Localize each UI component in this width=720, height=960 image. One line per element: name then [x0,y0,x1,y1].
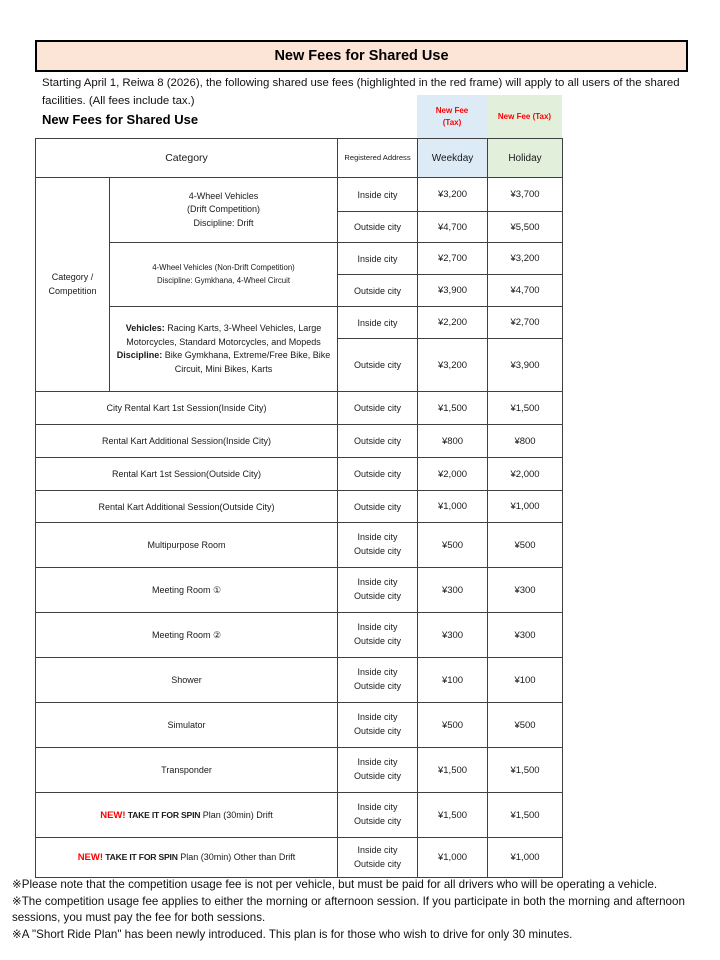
table-row [36,793,563,838]
row-label: Transponder [36,748,338,793]
table-header-row [36,139,563,178]
vehicles-label: Vehicles: [125,323,165,333]
holiday-new-fee-flag [487,95,562,138]
address-line: Inside city [357,844,398,855]
address-line: Outside city [354,858,402,869]
weekday-fee-cell: ¥500 [418,703,488,748]
footnotes [12,877,713,943]
address-cell: Outside city [338,392,418,425]
table-row [36,425,563,458]
address-line: Outside city [354,546,402,556]
competition-block-drift [110,178,338,243]
weekday-fee-cell: ¥100 [418,658,488,703]
weekday-new-fee-flag-line2: (Tax) [442,117,462,127]
row-label-new-plan [36,793,338,838]
address-line: Outside city [354,816,402,826]
address-cell [338,793,418,838]
weekday-fee-cell: ¥2,200 [418,307,488,339]
header-category: Category [36,139,338,178]
category-group-cell: Category / Competition [36,178,110,392]
row-label: Rental Kart Additional Session(Outside City) [36,491,338,523]
holiday-fee-cell: ¥1,500 [488,793,563,838]
row-label: Rental Kart Additional Session(Inside City) [36,425,338,458]
row-label-new-plan [36,838,338,878]
header-registered-address: Registered Address [338,139,418,178]
intro-paragraph: Starting April 1, Reiwa 8 (2026), the following shared use fees (highlighted in the red frame) will apply to all users of the shared facilities. (All fees include tax.) [42,77,680,108]
address-line: Inside city [357,757,398,768]
address-cell: Outside city [338,339,418,392]
vehicles-text: Racing Karts, 3-Wheel Vehicles, Large Motorcycles, Standard Motorcycles, and Mopeds [126,323,322,347]
address-line: Inside city [357,667,398,678]
address-line: Outside city [354,771,402,781]
holiday-fee-cell: ¥3,900 [488,339,563,392]
row-label: Simulator [36,703,338,748]
address-cell [338,613,418,658]
address-cell: Inside city [338,243,418,275]
address-line: Inside city [357,532,398,543]
weekday-fee-cell: ¥300 [418,613,488,658]
row-label: Meeting Room ① [36,568,338,613]
address-line: Inside city [357,622,398,633]
holiday-fee-cell: ¥300 [488,568,563,613]
competition-block-non-drift [110,243,338,307]
address-line: Outside city [354,681,402,691]
holiday-new-fee-flag-text: New Fee (Tax) [497,111,552,121]
block-line: 4-Wheel Vehicles [188,190,259,201]
holiday-fee-cell: ¥1,500 [488,748,563,793]
new-badge: NEW! [77,852,104,863]
holiday-fee-cell: ¥500 [488,523,563,568]
table-row [36,838,563,878]
weekday-fee-cell: ¥3,200 [418,178,488,212]
section-heading: New Fees for Shared Use [42,112,199,127]
row-label: Meeting Room ② [36,613,338,658]
footnote: ※Please note that the competition usage fee is not per vehicle, but must be paid for all drivers who will be operating a vehicle. [12,878,658,891]
block-line: 4-Wheel Vehicles (Non-Drift Competition) [152,263,295,273]
address-cell [338,658,418,703]
address-line: Inside city [357,802,398,813]
document-title: New Fees for Shared Use [274,48,449,64]
address-cell: Inside city [338,307,418,339]
table-row [36,748,563,793]
address-cell: Outside city [338,425,418,458]
address-cell [338,568,418,613]
weekday-fee-cell: ¥3,900 [418,275,488,307]
address-line: Outside city [354,636,402,646]
plan-name: TAKE IT FOR SPIN [103,852,178,862]
new-badge: NEW! [100,809,126,821]
weekday-fee-cell: ¥1,500 [418,748,488,793]
discipline-text: Bike Gymkhana, Extreme/Free Bike, Bike Circuit, Mini Bikes, Karts [162,350,331,374]
address-cell: Inside city [338,178,418,212]
holiday-fee-cell: ¥2,700 [488,307,563,339]
holiday-fee-cell: ¥1,500 [488,392,563,425]
table-row [36,392,563,425]
weekday-fee-cell: ¥2,700 [418,243,488,275]
weekday-new-fee-flag-line1: New Fee [435,106,469,116]
holiday-fee-cell: ¥1,000 [488,491,563,523]
address-cell [338,748,418,793]
table-row [36,613,563,658]
table-row [36,491,563,523]
weekday-fee-cell: ¥1,000 [418,491,488,523]
address-line: Outside city [354,591,402,601]
footnote: ※The competition usage fee applies to either the morning or afternoon session. If you participate in both the morning and afternoon sessions, you must pay the fee for both sessions. [12,894,685,925]
address-cell: Outside city [338,275,418,307]
holiday-fee-cell: ¥800 [488,425,563,458]
document-title-banner [35,40,688,72]
weekday-fee-cell: ¥1,000 [418,838,488,878]
weekday-fee-cell: ¥1,500 [418,392,488,425]
table-row [36,703,563,748]
address-cell: Outside city [338,491,418,523]
plan-suffix: Plan (30min) Other than Drift [177,852,296,862]
address-line: Inside city [357,712,398,723]
plan-suffix: Plan (30min) Drift [200,809,273,820]
weekday-fee-cell: ¥2,000 [418,458,488,491]
address-cell: Outside city [338,458,418,491]
weekday-fee-cell: ¥4,700 [418,212,488,243]
header-weekday: Weekday [418,139,488,178]
holiday-fee-cell: ¥100 [488,658,563,703]
weekday-fee-cell: ¥300 [418,568,488,613]
table-row [36,307,563,339]
holiday-fee-cell: ¥500 [488,703,563,748]
block-line: Discipline: Gymkhana, 4-Wheel Circuit [156,275,291,285]
address-line: Outside city [354,726,402,736]
holiday-fee-cell: ¥4,700 [488,275,563,307]
holiday-fee-cell: ¥2,000 [488,458,563,491]
address-cell: Outside city [338,212,418,243]
row-label: City Rental Kart 1st Session(Inside City) [36,392,338,425]
weekday-new-fee-flag [417,95,487,138]
weekday-fee-cell: ¥3,200 [418,339,488,392]
block-line: Discipline: Drift [193,217,254,228]
table-row [36,568,563,613]
table-row [36,658,563,703]
competition-block-karts-bikes [110,307,338,392]
holiday-fee-cell: ¥5,500 [488,212,563,243]
holiday-fee-cell: ¥1,000 [488,838,563,878]
discipline-label: Discipline: [116,350,163,360]
weekday-fee-cell: ¥500 [418,523,488,568]
row-label: Rental Kart 1st Session(Outside City) [36,458,338,491]
holiday-fee-cell: ¥300 [488,613,563,658]
address-line: Inside city [357,577,398,588]
footnote: ※A "Short Ride Plan" has been newly introduced. This plan is for those who wish to drive for only 30 minutes. [12,927,573,941]
address-cell [338,523,418,568]
row-label: Shower [36,658,338,703]
block-line: (Drift Competition) [187,204,261,215]
holiday-fee-cell: ¥3,700 [488,178,563,212]
weekday-fee-cell: ¥800 [418,425,488,458]
address-cell [338,838,418,878]
address-cell [338,703,418,748]
header-holiday: Holiday [488,139,563,178]
row-label: Multipurpose Room [36,523,338,568]
weekday-fee-cell: ¥1,500 [418,793,488,838]
plan-name: TAKE IT FOR SPIN [125,809,201,820]
fees-table [35,138,563,878]
table-row [36,178,563,212]
table-row [36,523,563,568]
table-row [36,243,563,275]
table-row [36,458,563,491]
holiday-fee-cell: ¥3,200 [488,243,563,275]
